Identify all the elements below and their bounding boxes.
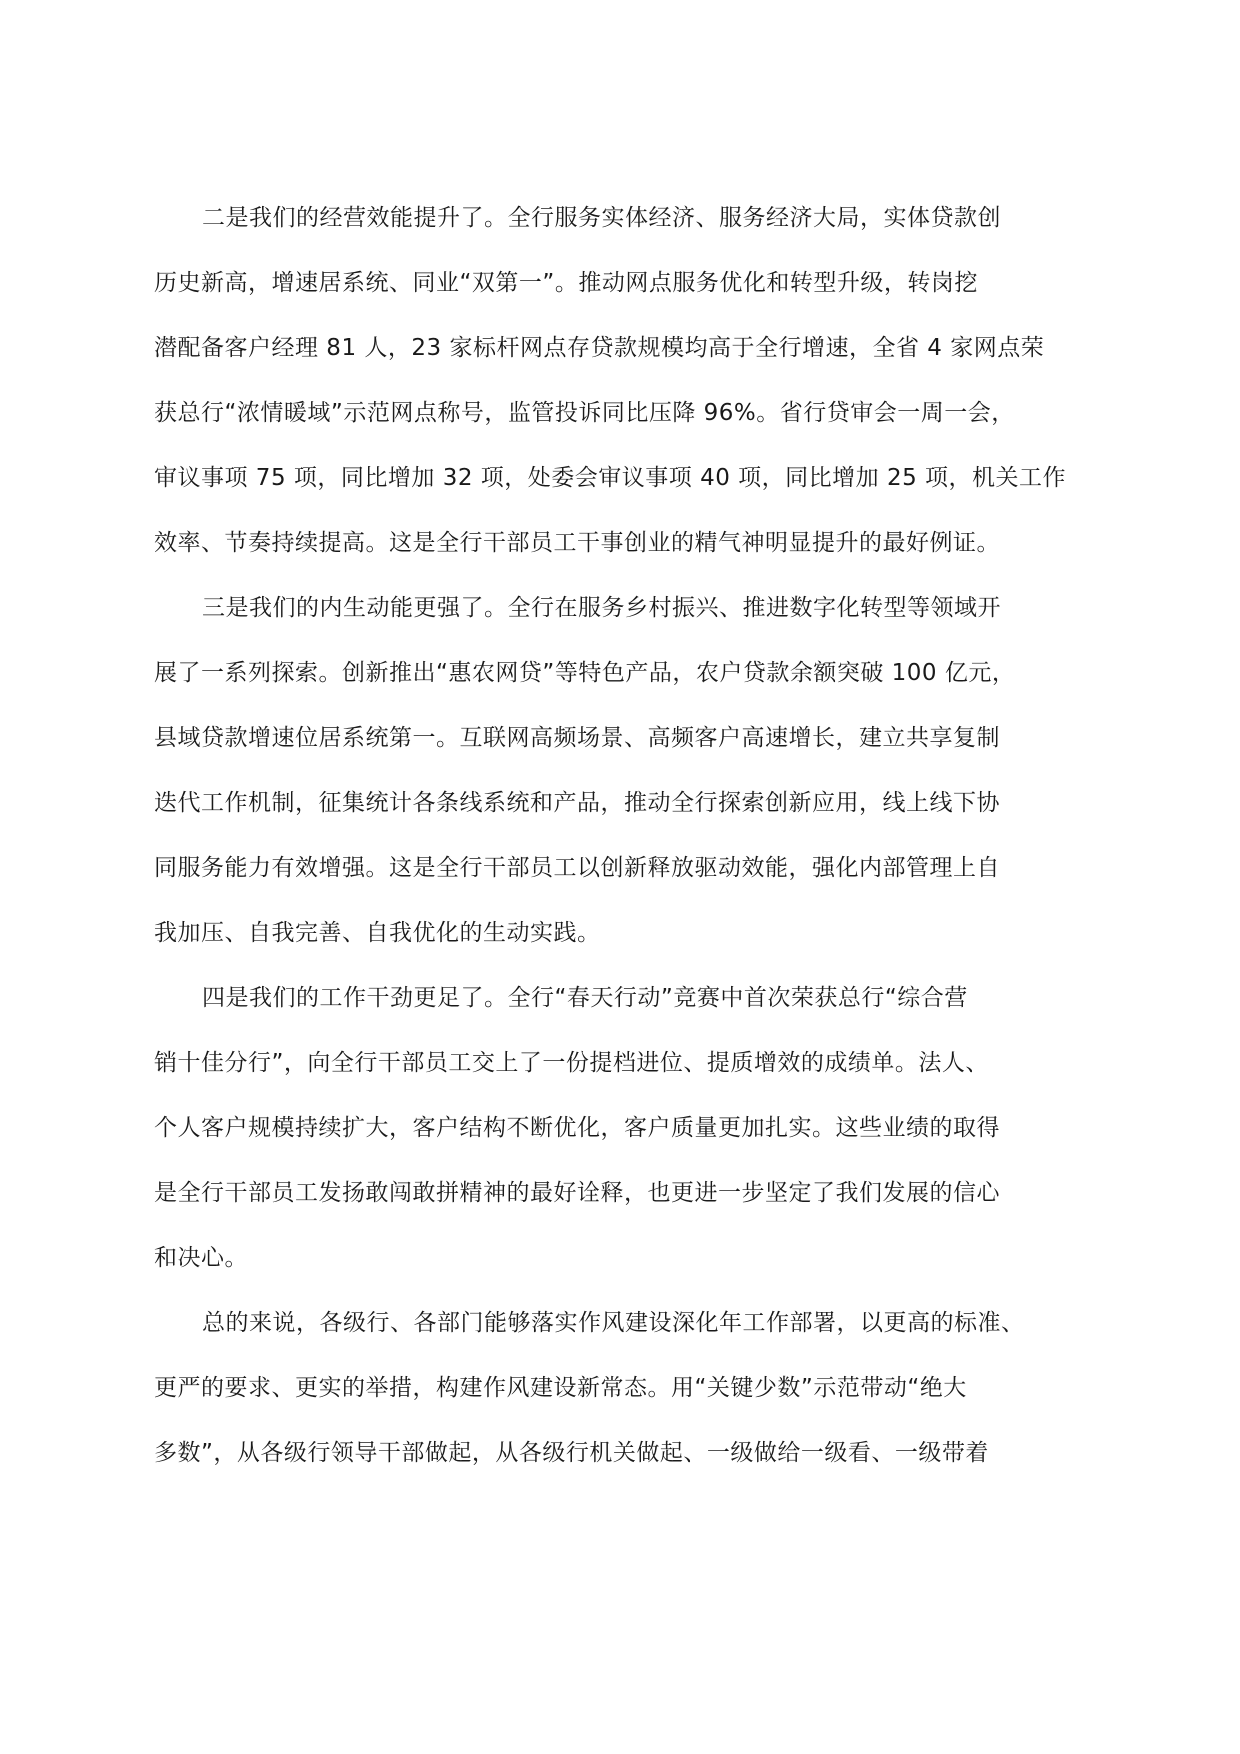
text-line: 我加压、自我完善、自我优化的生动实践。 bbox=[154, 920, 601, 946]
paragraph-internal-momentum bbox=[154, 576, 1086, 966]
text-line: 个人客户规模持续扩大，客户结构不断优化，客户质量更加扎实。这些业绩的取得 bbox=[154, 1115, 1000, 1141]
paragraph-summary bbox=[154, 1291, 1086, 1486]
document-body bbox=[154, 186, 1086, 1486]
paragraph-work-drive bbox=[154, 966, 1086, 1291]
paragraph-business-efficiency bbox=[154, 186, 1086, 576]
text-line: 同服务能力有效增强。这是全行干部员工以创新释放驱动效能，强化内部管理上自 bbox=[154, 855, 1000, 881]
text-line: 潜配备客户经理 81 人，23 家标杆网点存贷款规模均高于全行增速，全省 4 家网点荣 bbox=[154, 335, 1045, 361]
text-line: 二是我们的经营效能提升了。全行服务实体经济、服务经济大局，实体贷款创 bbox=[202, 205, 1001, 231]
text-line: 更严的要求、更实的举措，构建作风建设新常态。用“关键少数”示范带动“绝大 bbox=[154, 1375, 967, 1401]
text-line: 销十佳分行”，向全行干部员工交上了一份提档进位、提质增效的成绩单。法人、 bbox=[154, 1050, 989, 1076]
text-line: 历史新高，增速居系统、同业“双第一”。推动网点服务优化和转型升级，转岗挖 bbox=[154, 270, 978, 296]
text-line: 三是我们的内生动能更强了。全行在服务乡村振兴、推进数字化转型等领域开 bbox=[202, 595, 1001, 621]
text-line: 县域贷款增速位居系统第一。互联网高频场景、高频客户高速增长，建立共享复制 bbox=[154, 725, 1000, 751]
text-line: 效率、节奏持续提高。这是全行干部员工干事创业的精气神明显提升的最好例证。 bbox=[154, 530, 1000, 556]
text-line: 是全行干部员工发扬敢闯敢拼精神的最好诠释，也更进一步坚定了我们发展的信心 bbox=[154, 1180, 1000, 1206]
text-line: 多数”，从各级行领导干部做起，从各级行机关做起、一级做给一级看、一级带着 bbox=[154, 1440, 989, 1466]
text-line: 展了一系列探索。创新推出“惠农网贷”等特色产品，农户贷款余额突破 100 亿元， bbox=[154, 660, 1016, 686]
text-line: 审议事项 75 项，同比增加 32 项，处委会审议事项 40 项，同比增加 25 项，机关工作 bbox=[154, 465, 1067, 491]
text-line: 和决心。 bbox=[154, 1245, 248, 1271]
text-line: 总的来说，各级行、各部门能够落实作风建设深化年工作部署，以更高的标准、 bbox=[202, 1310, 1025, 1336]
text-line: 获总行“浓情暖域”示范网点称号，监管投诉同比压降 96%。省行贷审会一周一会， bbox=[154, 400, 1015, 426]
text-line: 四是我们的工作干劲更足了。全行“春天行动”竞赛中首次荣获总行“综合营 bbox=[202, 985, 968, 1011]
text-line: 迭代工作机制，征集统计各条线系统和产品，推动全行探索创新应用，线上线下协 bbox=[154, 790, 1000, 816]
